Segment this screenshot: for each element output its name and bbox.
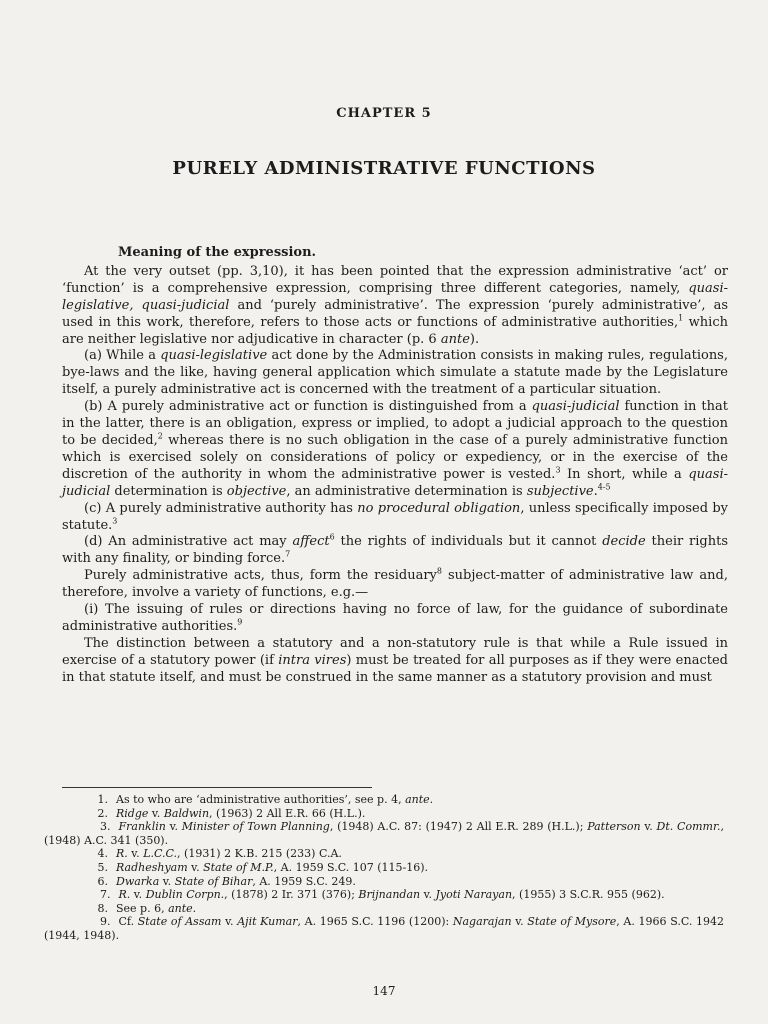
- main-text: [62, 245, 728, 687]
- footnote-number: 9.: [100, 915, 111, 929]
- footnote-text: Franklin v. Minister of Town Planning, (1948) A.C. 87: (1947) 2 All E.R. 289 (H.L.); Patterson v. Dt. Commr., (1948) A.C. 341 (350).: [44, 820, 724, 847]
- footnote-number: 2.: [97, 806, 108, 820]
- footnote-8: [44, 902, 724, 916]
- footnote-divider: [62, 787, 372, 788]
- footnote-number: 8.: [97, 901, 108, 915]
- footnote-3: [44, 820, 724, 847]
- footnote-number: 3.: [100, 820, 111, 834]
- footnote-text: Radheshyam v. State of M.P., A. 1959 S.C. 107 (115-16).: [116, 860, 429, 874]
- paragraph-intro: At the very outset (pp. 3,10), it has been pointed that the expression administrative ‘act’ or ‘function’ is a comprehensive expression, comprising three different categories, namely, quasi-legislative, quasi-judicial and ‘purely administrative’. The expression ‘purely administrative’, as used in this work, therefore, refers to those acts or functions of administrative authorities,$^1$ which are neither legislative nor adjudicative in character (p. 6 ante).: [62, 263, 728, 347]
- footnote-text: Dwarka v. State of Bihar, A. 1959 S.C. 249.: [116, 874, 356, 888]
- chapter-label: CHAPTER 5: [336, 106, 432, 121]
- paragraph-c: (c) A purely administrative authority has no procedural obligation, unless specifically imposed by statute.$^3$: [62, 500, 728, 533]
- footnote-7: [44, 888, 724, 902]
- paragraph-residuary: Purely administrative acts, thus, form the residuary$^8$ subject-matter of administrative law and, therefore, involve a variety of functions, e.g.—: [62, 566, 729, 601]
- section-heading: Meaning of the expression.: [118, 245, 317, 260]
- footnote-6: [44, 875, 724, 889]
- footnote-4: [44, 847, 724, 861]
- paragraph-d: (d) An administrative act may affect$^6$ the rights of individuals but it cannot decide their rights with any finality, or binding force.$^7$: [62, 533, 728, 567]
- footnote-number: 1.: [97, 793, 108, 806]
- footnote-number: 4.: [97, 847, 108, 861]
- chapter-title: PURELY ADMINISTRATIVE FUNCTIONS: [172, 158, 596, 179]
- footnote-9: [44, 915, 724, 942]
- paragraph-a: (a) While a quasi-legislative act done by the Administration consists in making rules, regulations, bye-laws and the like, having general application which simulate a statute made by the Legislature itself, a purely administrative act is concerned with the treatment of a particular situation.: [62, 348, 728, 398]
- footnote-number: 5.: [97, 860, 108, 874]
- footnote-text: R. v. Dublin Corpn., (1878) 2 Ir. 371 (376); Brijnandan v. Jyoti Narayan, (1955) 3 S.C.R. 955 (962).: [118, 888, 665, 902]
- footnote-number: 7.: [100, 888, 111, 902]
- footnotes: [44, 793, 724, 943]
- footnote-5: [44, 861, 724, 875]
- footnote-text: Cf. State of Assam v. Ajit Kumar, A. 1965 S.C. 1196 (1200): Nagarajan v. State of Mysore, A. 1966 S.C. 1942 (1944, 1948).: [44, 915, 725, 942]
- paragraph-i: (i) The issuing of rules or directions having no force of law, for the guidance of subordinate administrative authorities.$^9$: [62, 602, 728, 634]
- footnote-number: 6.: [97, 874, 108, 888]
- paragraph-b: (b) A purely administrative act or function is distinguished from a quasi-judicial function in that in the latter, there is an obligation, express or implied, to adopt a judicial approach to the question to be decided,$^2$ whereas there is no such obligation in the case of a purely administrative function which is exercised solely on considerations of policy or expediency, or in the exercise of the discretion of the authority in whom the administrative power is vested.$^3$ In short, while a quasi-judicial determination is objective, an administrative determination is subjective.$^{4-5}$: [62, 399, 728, 499]
- footnote-text: R. v. L.C.C., (1931) 2 K.B. 215 (233) C.A.: [116, 847, 342, 861]
- footnote-2: [44, 807, 724, 821]
- paragraph-distinction: The distinction between a statutory and a non-statutory rule is that while a Rule issued in exercise of a statutory power (if intra vires) must be treated for all purposes as if they were enacted in that statute itself, and must be construed in the same manner as a statutory provision and must: [62, 635, 728, 685]
- footnote-text: See p. 6, ante.: [116, 901, 197, 915]
- footnote-1: [44, 793, 724, 807]
- page-number: 147: [372, 984, 396, 998]
- footnote-text: Ridge v. Baldwin, (1963) 2 All E.R. 66 (H.L.).: [116, 806, 366, 820]
- footnote-text: As to who are ‘administrative authorities’, see p. 4, ante.: [116, 793, 434, 806]
